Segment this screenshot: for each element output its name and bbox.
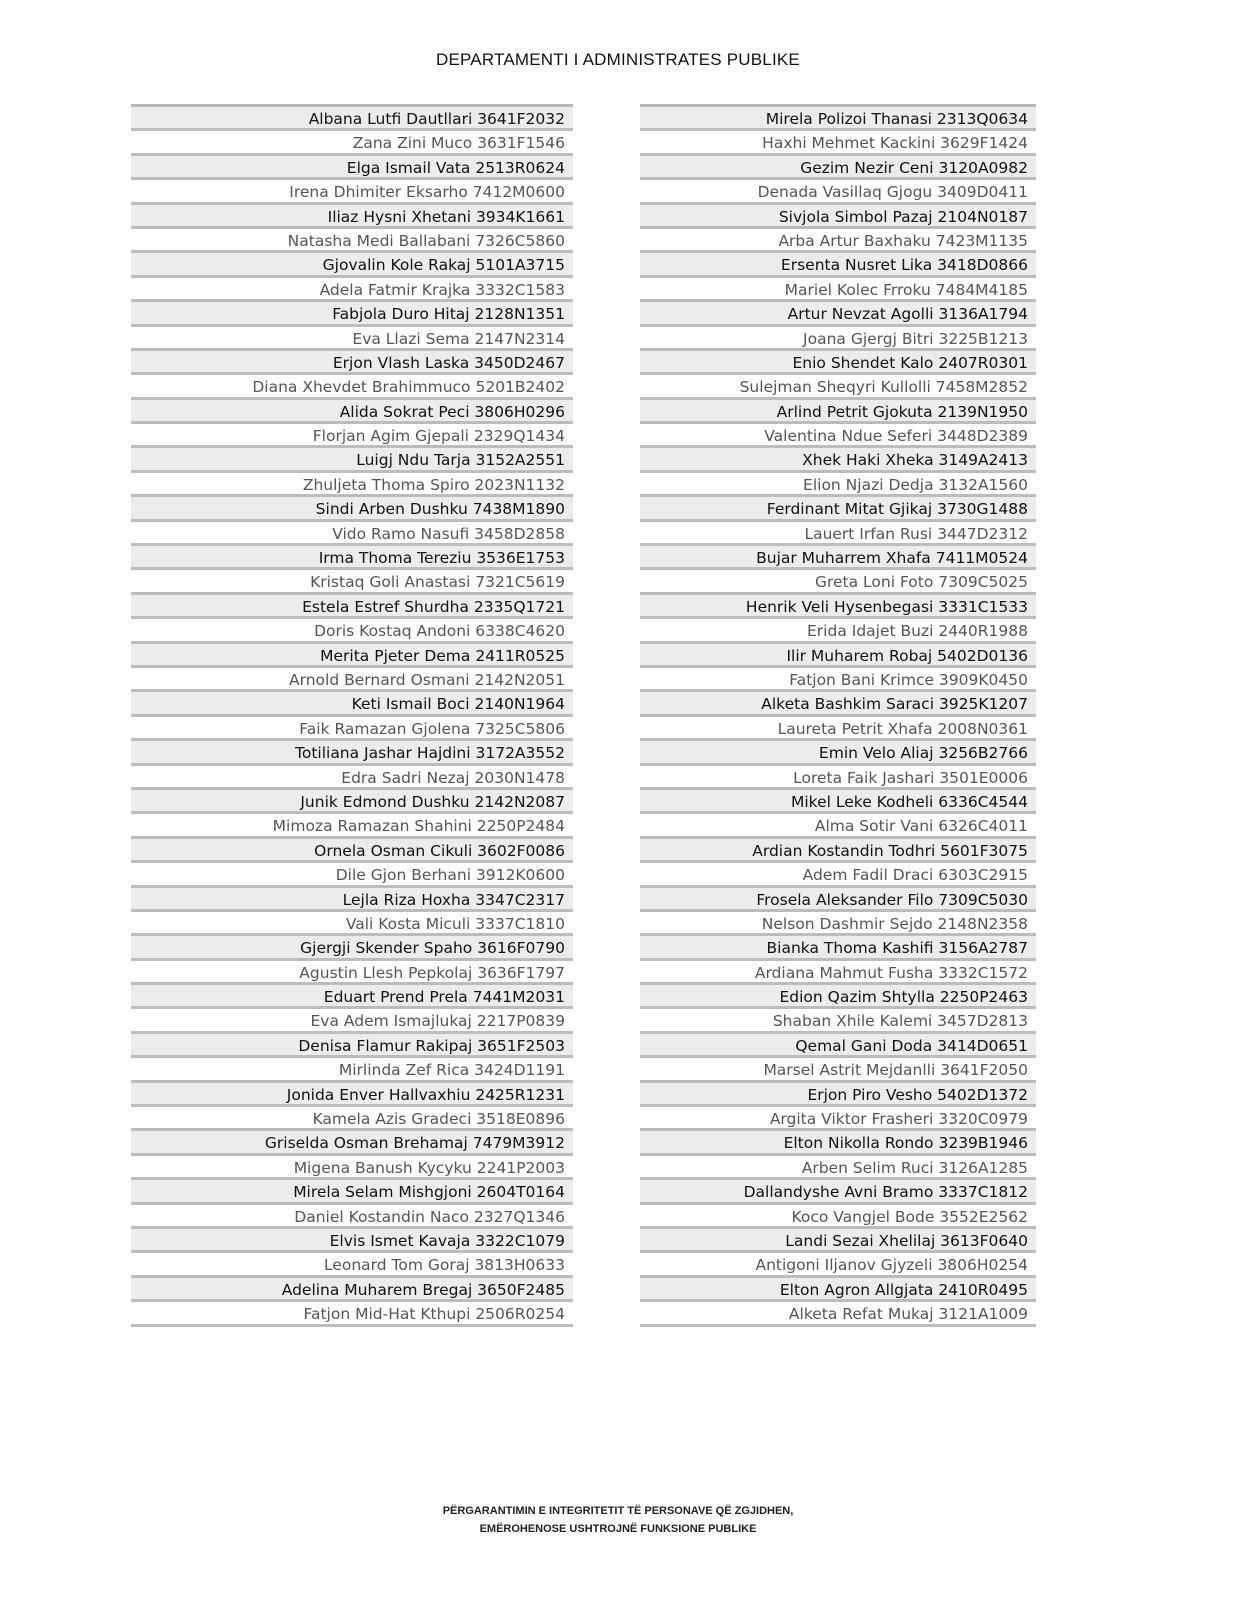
list-item: Gezim Nezir Ceni 3120A0982 <box>640 156 1036 180</box>
list-item: Irma Thoma Tereziu 3536E1753 <box>131 546 573 570</box>
list-item: Migena Banush Kycyku 2241P2003 <box>131 1156 573 1180</box>
list-item: Arlind Petrit Gjokuta 2139N1950 <box>640 400 1036 424</box>
list-item: Ersenta Nusret Lika 3418D0866 <box>640 253 1036 277</box>
list-item: Eva Adem Ismajlukaj 2217P0839 <box>131 1009 573 1033</box>
list-item: Edra Sadri Nezaj 2030N1478 <box>131 766 573 790</box>
list-item: Irena Dhimiter Eksarho 7412M0600 <box>131 180 573 204</box>
list-item: Dile Gjon Berhani 3912K0600 <box>131 863 573 887</box>
list-item: Mirlinda Zef Rica 3424D1191 <box>131 1058 573 1082</box>
list-item: Fatjon Mid-Hat Kthupi 2506R0254 <box>131 1302 573 1326</box>
list-item: Diana Xhevdet Brahimmuco 5201B2402 <box>131 375 573 399</box>
list-item: Alida Sokrat Peci 3806H0296 <box>131 400 573 424</box>
list-item: Qemal Gani Doda 3414D0651 <box>640 1034 1036 1058</box>
list-item: Ilir Muharem Robaj 5402D0136 <box>640 644 1036 668</box>
list-item: Fatjon Bani Krimce 3909K0450 <box>640 668 1036 692</box>
list-item: Denada Vasillaq Gjogu 3409D0411 <box>640 180 1036 204</box>
list-item: Daniel Kostandin Naco 2327Q1346 <box>131 1205 573 1229</box>
list-item: Zhuljeta Thoma Spiro 2023N1132 <box>131 473 573 497</box>
list-item: Albana Lutfi Dautllari 3641F2032 <box>131 107 573 131</box>
list-item: Bujar Muharrem Xhafa 7411M0524 <box>640 546 1036 570</box>
list-item: Junik Edmond Dushku 2142N2087 <box>131 790 573 814</box>
list-item: Jonida Enver Hallvaxhiu 2425R1231 <box>131 1083 573 1107</box>
list-item: Zana Zini Muco 3631F1546 <box>131 131 573 155</box>
list-item: Elton Agron Allgjata 2410R0495 <box>640 1278 1036 1302</box>
list-item: Eduart Prend Prela 7441M2031 <box>131 985 573 1009</box>
list-item: Kristaq Goli Anastasi 7321C5619 <box>131 570 573 594</box>
footer-line-2: EMËROHENOSE USHTROJNË FUNKSIONE PUBLIKE <box>479 1523 757 1535</box>
list-item: Adela Fatmir Krajka 3332C1583 <box>131 278 573 302</box>
list-item: Doris Kostaq Andoni 6338C4620 <box>131 619 573 643</box>
list-item: Joana Gjergj Bitri 3225B1213 <box>640 327 1036 351</box>
list-item: Greta Loni Foto 7309C5025 <box>640 570 1036 594</box>
list-item: Haxhi Mehmet Kackini 3629F1424 <box>640 131 1036 155</box>
list-item: Griselda Osman Brehamaj 7479M3912 <box>131 1131 573 1155</box>
list-item: Alketa Refat Mukaj 3121A1009 <box>640 1302 1036 1326</box>
list-item: Alma Sotir Vani 6326C4011 <box>640 814 1036 838</box>
list-item: Erjon Vlash Laska 3450D2467 <box>131 351 573 375</box>
list-item: Mimoza Ramazan Shahini 2250P2484 <box>131 814 573 838</box>
list-item: Erida Idajet Buzi 2440R1988 <box>640 619 1036 643</box>
list-item: Gjovalin Kole Rakaj 5101A3715 <box>131 253 573 277</box>
list-item: Mirela Selam Mishgjoni 2604T0164 <box>131 1180 573 1204</box>
list-item: Arnold Bernard Osmani 2142N2051 <box>131 668 573 692</box>
list-item: Lauert Irfan Rusi 3447D2312 <box>640 522 1036 546</box>
list-item: Elga Ismail Vata 2513R0624 <box>131 156 573 180</box>
list-item: Valentina Ndue Seferi 3448D2389 <box>640 424 1036 448</box>
list-item: Elvis Ismet Kavaja 3322C1079 <box>131 1229 573 1253</box>
list-item: Elton Nikolla Rondo 3239B1946 <box>640 1131 1036 1155</box>
list-item: Henrik Veli Hysenbegasi 3331C1533 <box>640 595 1036 619</box>
list-item: Enio Shendet Kalo 2407R0301 <box>640 351 1036 375</box>
list-item: Laureta Petrit Xhafa 2008N0361 <box>640 717 1036 741</box>
list-item: Ardiana Mahmut Fusha 3332C1572 <box>640 961 1036 985</box>
list-item: Bianka Thoma Kashifi 3156A2787 <box>640 936 1036 960</box>
list-item: Denisa Flamur Rakipaj 3651F2503 <box>131 1034 573 1058</box>
list-item: Xhek Haki Xheka 3149A2413 <box>640 448 1036 472</box>
page-footer <box>0 1502 1236 1538</box>
list-item: Leonard Tom Goraj 3813H0633 <box>131 1253 573 1277</box>
list-item: Mariel Kolec Frroku 7484M4185 <box>640 278 1036 302</box>
list-item: Sivjola Simbol Pazaj 2104N0187 <box>640 205 1036 229</box>
list-item: Arba Artur Baxhaku 7423M1135 <box>640 229 1036 253</box>
list-item: Emin Velo Aliaj 3256B2766 <box>640 741 1036 765</box>
list-item: Argita Viktor Frasheri 3320C0979 <box>640 1107 1036 1131</box>
list-item: Marsel Astrit Mejdanlli 3641F2050 <box>640 1058 1036 1082</box>
list-item: Adem Fadil Draci 6303C2915 <box>640 863 1036 887</box>
list-item: Iliaz Hysni Xhetani 3934K1661 <box>131 205 573 229</box>
list-item: Florjan Agim Gjepali 2329Q1434 <box>131 424 573 448</box>
list-item: Merita Pjeter Dema 2411R0525 <box>131 644 573 668</box>
list-item: Keti Ismail Boci 2140N1964 <box>131 692 573 716</box>
list-item: Agustin Llesh Pepkolaj 3636F1797 <box>131 961 573 985</box>
footer-line-1: PËRGARANTIMIN E INTEGRITETIT TË PERSONAVE QË ZGJIDHEN, <box>442 1505 794 1517</box>
list-item: Landi Sezai Xhelilaj 3613F0640 <box>640 1229 1036 1253</box>
list-item: Frosela Aleksander Filo 7309C5030 <box>640 888 1036 912</box>
list-item: Fabjola Duro Hitaj 2128N1351 <box>131 302 573 326</box>
list-item: Natasha Medi Ballabani 7326C5860 <box>131 229 573 253</box>
list-item: Alketa Bashkim Saraci 3925K1207 <box>640 692 1036 716</box>
list-item: Totiliana Jashar Hajdini 3172A3552 <box>131 741 573 765</box>
list-item: Ornela Osman Cikuli 3602F0086 <box>131 839 573 863</box>
list-item: Erjon Piro Vesho 5402D1372 <box>640 1083 1036 1107</box>
list-item: Ferdinant Mitat Gjikaj 3730G1488 <box>640 497 1036 521</box>
list-item: Elion Njazi Dedja 3132A1560 <box>640 473 1036 497</box>
list-item: Faik Ramazan Gjolena 7325C5806 <box>131 717 573 741</box>
list-item: Mikel Leke Kodheli 6336C4544 <box>640 790 1036 814</box>
list-item: Loreta Faik Jashari 3501E0006 <box>640 766 1036 790</box>
list-item: Sulejman Sheqyri Kullolli 7458M2852 <box>640 375 1036 399</box>
list-item: Kamela Azis Gradeci 3518E0896 <box>131 1107 573 1131</box>
list-item: Dallandyshe Avni Bramo 3337C1812 <box>640 1180 1036 1204</box>
list-item: Shaban Xhile Kalemi 3457D2813 <box>640 1009 1036 1033</box>
list-item: Arben Selim Ruci 3126A1285 <box>640 1156 1036 1180</box>
list-item: Edion Qazim Shtylla 2250P2463 <box>640 985 1036 1009</box>
list-item: Eva Llazi Sema 2147N2314 <box>131 327 573 351</box>
list-item: Artur Nevzat Agolli 3136A1794 <box>640 302 1036 326</box>
list-item: Nelson Dashmir Sejdo 2148N2358 <box>640 912 1036 936</box>
list-item: Antigoni Iljanov Gjyzeli 3806H0254 <box>640 1253 1036 1277</box>
page-title: DEPARTAMENTI I ADMINISTRATES PUBLIKE <box>436 50 800 69</box>
right-name-column <box>640 104 1036 1327</box>
list-item: Gjergji Skender Spaho 3616F0790 <box>131 936 573 960</box>
list-item: Koco Vangjel Bode 3552E2562 <box>640 1205 1036 1229</box>
list-item: Sindi Arben Dushku 7438M1890 <box>131 497 573 521</box>
list-item: Luigj Ndu Tarja 3152A2551 <box>131 448 573 472</box>
list-item: Estela Estref Shurdha 2335Q1721 <box>131 595 573 619</box>
list-item: Mirela Polizoi Thanasi 2313Q0634 <box>640 107 1036 131</box>
list-item: Adelina Muharem Bregaj 3650F2485 <box>131 1278 573 1302</box>
left-name-column <box>131 104 573 1327</box>
list-item: Lejla Riza Hoxha 3347C2317 <box>131 888 573 912</box>
list-item: Vali Kosta Miculi 3337C1810 <box>131 912 573 936</box>
list-item: Vido Ramo Nasufi 3458D2858 <box>131 522 573 546</box>
list-item: Ardian Kostandin Todhri 5601F3075 <box>640 839 1036 863</box>
